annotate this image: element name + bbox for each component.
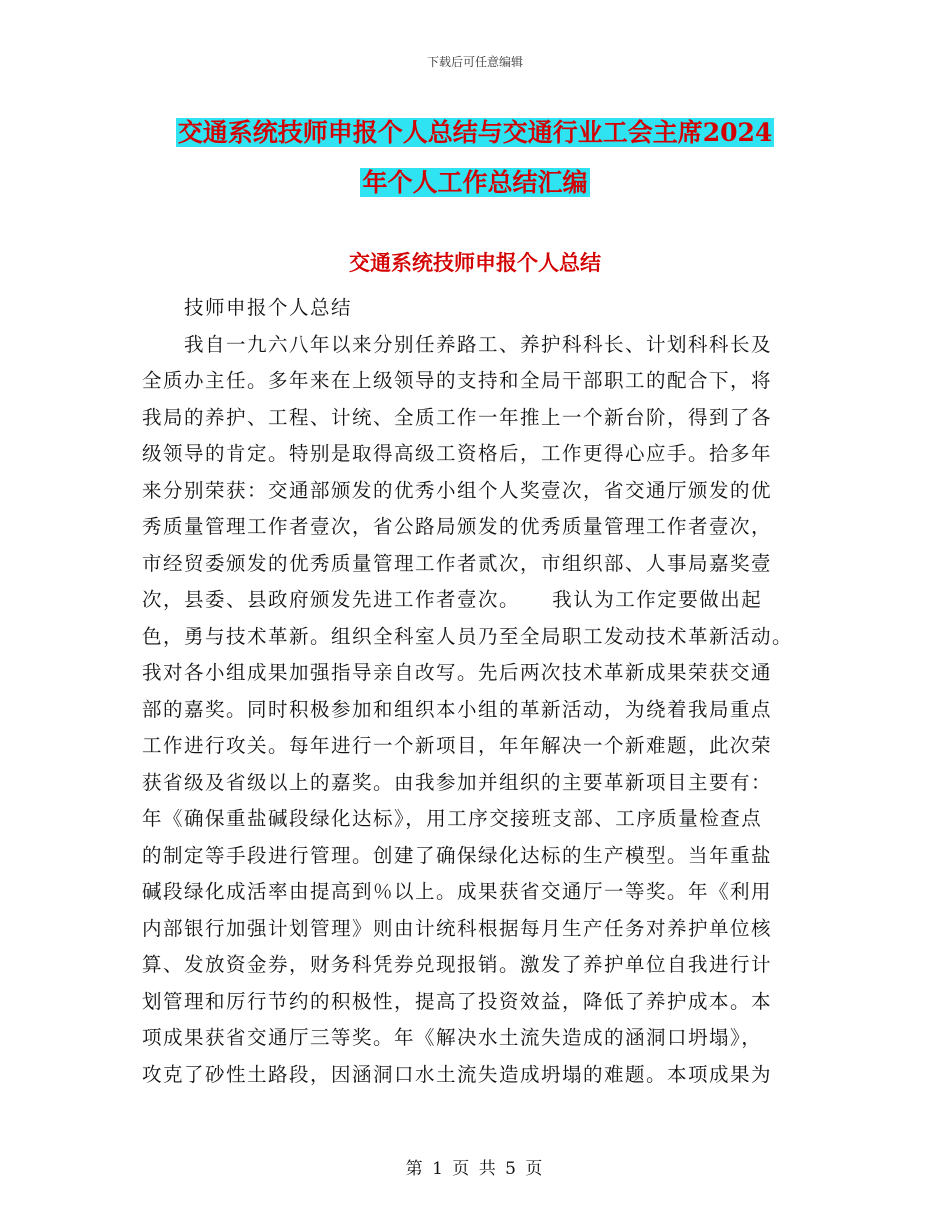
body-line: 级领导的肯定。特别是取得高级工资格后，工作更得心应手。拾多年: [142, 442, 773, 465]
body-line: 技师申报个人总结: [142, 296, 353, 319]
body-line: 我局的养护、工程、计统、全质工作一年推上一个新台阶，得到了各: [142, 405, 773, 429]
title-line-1: 交通系统技师申报个人总结与交通行业工会主席2024: [177, 118, 773, 147]
body-line: 划管理和厉行节约的积极性，提高了投资效益，降低了养护成本。本: [142, 989, 773, 1013]
page-number: 第 1 页 共 5 页: [405, 1159, 545, 1179]
body-line: 秀质量管理工作者壹次，省公路局颁发的优秀质量管理工作者壹次，: [142, 515, 773, 538]
section-title: 交通系统技师申报个人总结: [349, 250, 601, 275]
body-line: 部的嘉奖。同时积极参加和组织本小组的革新活动，为绕着我局重点: [142, 697, 773, 721]
title-line-2: 年个人工作总结汇编: [362, 168, 588, 197]
body-line: 内部银行加强计划管理》则由计统科根据每月生产任务对养护单位核: [142, 916, 773, 940]
header-note: 下载后可任意编辑: [426, 55, 523, 69]
body-line: 碱段绿化成活率由提高到％以上。成果获省交通厅一等奖。年《利用: [142, 880, 773, 903]
body-line: 工作进行攻关。每年进行一个新项目，年年解决一个新难题，此次荣: [142, 734, 773, 757]
body-line: 市经贸委颁发的优秀质量管理工作者贰次，市组织部、人事局嘉奖壹: [142, 551, 773, 575]
body-line: 算、发放资金券，财务科凭券兑现报销。激发了养护单位自我进行计: [142, 953, 773, 976]
body-line: 年《确保重盐碱段绿化达标》，用工序交接班支部、工序质量检查点: [142, 807, 763, 830]
body-line: 我自一九六八年以来分别任养路工、养护科科长、计划科科长及: [142, 332, 773, 356]
body-line: 获省级及省级以上的嘉奖。由我参加并组织的主要革新项目主要有：: [142, 770, 773, 794]
body-line: 攻克了砂性土路段，因涵洞口水土流失造成坍塌的难题。本项成果为: [142, 1062, 773, 1086]
body-line: 来分别荣获：交通部颁发的优秀小组个人奖壹次，省交通厅颁发的优: [142, 478, 773, 502]
body-line: 项成果获省交通厅三等奖。年《解决水土流失造成的涵洞口坍塌》，: [142, 1026, 763, 1049]
body-line: 的制定等手段进行管理。创建了确保绿化达标的生产模型。当年重盐: [142, 843, 773, 867]
body-text: [142, 290, 822, 1093]
body-line: 色，勇与技术革新。组织全科室人员乃至全局职工发动技术革新活动。: [142, 624, 794, 648]
document-title: [0, 108, 950, 208]
body-line: 次，县委、县政府颁发先进工作者壹次。 我认为工作定要做出起: [142, 588, 763, 611]
body-line: 全质办主任。多年来在上级领导的支持和全局干部职工的配合下，将: [142, 369, 773, 392]
body-line: 我对各小组成果加强指导亲自改写。先后两次技术革新成果荣获交通: [142, 661, 773, 684]
